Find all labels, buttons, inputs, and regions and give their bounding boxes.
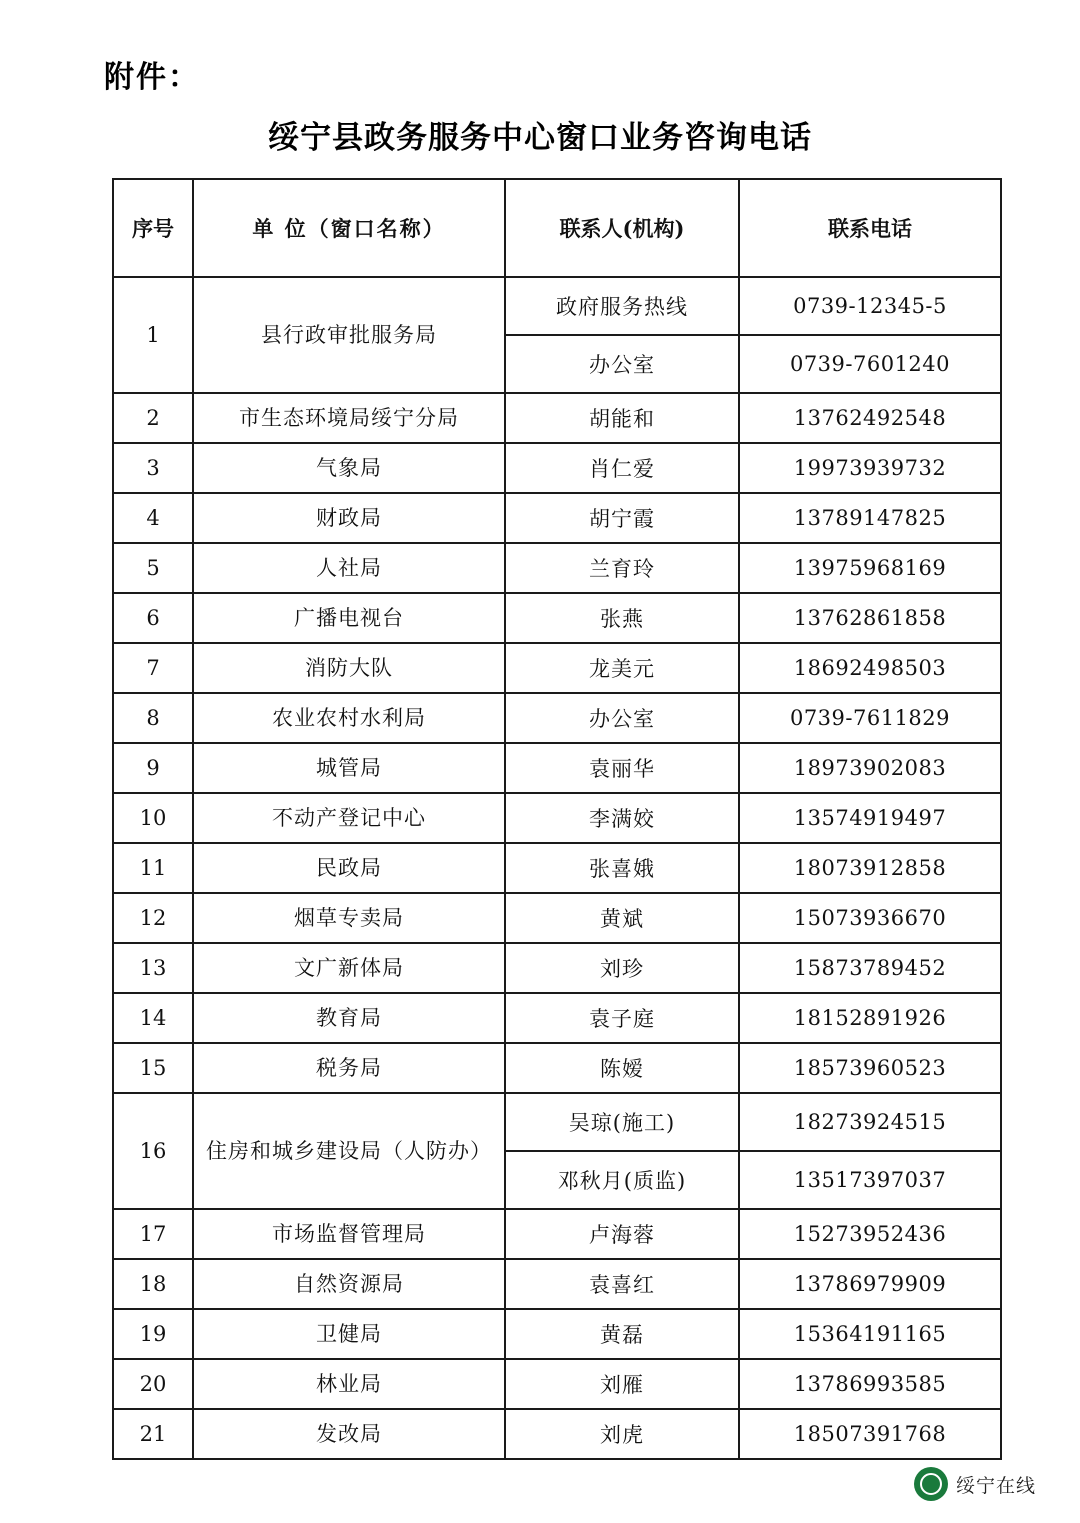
cell-phone: 18152891926 [739, 993, 1001, 1043]
cell-unit: 人社局 [193, 543, 505, 593]
cell-unit: 财政局 [193, 493, 505, 543]
table-row [113, 1209, 1001, 1259]
cell-no: 13 [113, 943, 193, 993]
cell-person: 黄斌 [505, 893, 739, 943]
table-row [113, 643, 1001, 693]
cell-person: 兰育玲 [505, 543, 739, 593]
cell-phone: 18973902083 [739, 743, 1001, 793]
cell-unit: 住房和城乡建设局（人防办） [193, 1093, 505, 1209]
table-row [113, 1043, 1001, 1093]
table-row [113, 277, 1001, 335]
cell-phone: 13789147825 [739, 493, 1001, 543]
cell-unit: 城管局 [193, 743, 505, 793]
table-row [113, 493, 1001, 543]
column-header-person: 联系人(机构) [505, 179, 739, 277]
contact-table [112, 178, 1002, 1460]
cell-unit: 民政局 [193, 843, 505, 893]
cell-no: 4 [113, 493, 193, 543]
cell-phone: 13975968169 [739, 543, 1001, 593]
table-row [113, 1259, 1001, 1309]
cell-unit: 林业局 [193, 1359, 505, 1409]
cell-person: 龙美元 [505, 643, 739, 693]
cell-phone: 15273952436 [739, 1209, 1001, 1259]
cell-person: 卢海蓉 [505, 1209, 739, 1259]
cell-phone: 18507391768 [739, 1409, 1001, 1459]
cell-person: 办公室 [505, 335, 739, 393]
cell-unit: 烟草专卖局 [193, 893, 505, 943]
cell-unit: 县行政审批服务局 [193, 277, 505, 393]
cell-no: 12 [113, 893, 193, 943]
cell-phone: 18273924515 [739, 1093, 1001, 1151]
cell-no: 21 [113, 1409, 193, 1459]
table-row [113, 993, 1001, 1043]
table-row [113, 743, 1001, 793]
cell-person: 吴琼(施工) [505, 1093, 739, 1151]
cell-no: 8 [113, 693, 193, 743]
table-row [113, 1409, 1001, 1459]
cell-unit: 消防大队 [193, 643, 505, 693]
cell-no: 15 [113, 1043, 193, 1093]
cell-phone: 13517397037 [739, 1151, 1001, 1209]
cell-person: 刘雁 [505, 1359, 739, 1409]
cell-no: 9 [113, 743, 193, 793]
cell-person: 邓秋月(质监) [505, 1151, 739, 1209]
table-row [113, 1309, 1001, 1359]
cell-phone: 18073912858 [739, 843, 1001, 893]
table-row [113, 943, 1001, 993]
cell-person: 袁子庭 [505, 993, 739, 1043]
table-row [113, 443, 1001, 493]
cell-no: 16 [113, 1093, 193, 1209]
cell-unit: 教育局 [193, 993, 505, 1043]
cell-no: 7 [113, 643, 193, 693]
cell-unit: 卫健局 [193, 1309, 505, 1359]
cell-phone: 13762492548 [739, 393, 1001, 443]
cell-unit: 市生态环境局绥宁分局 [193, 393, 505, 443]
column-header-phone: 联系电话 [739, 179, 1001, 277]
cell-unit: 自然资源局 [193, 1259, 505, 1309]
table-row [113, 1093, 1001, 1151]
cell-unit: 不动产登记中心 [193, 793, 505, 843]
attachment-label: 附件： [104, 60, 200, 95]
table-row [113, 1359, 1001, 1409]
cell-unit: 农业农村水利局 [193, 693, 505, 743]
badge-label: 绥宁在线 [955, 1474, 1036, 1497]
table-row [113, 543, 1001, 593]
cell-phone: 15364191165 [739, 1309, 1001, 1359]
cell-person: 政府服务热线 [505, 277, 739, 335]
table-row [113, 843, 1001, 893]
column-header-unit: 单 位（窗口名称） [193, 179, 505, 277]
cell-phone: 18573960523 [739, 1043, 1001, 1093]
cell-no: 20 [113, 1359, 193, 1409]
cell-phone: 0739-7601240 [739, 335, 1001, 393]
cell-person: 胡宁霞 [505, 493, 739, 543]
page-title: 绥宁县政务服务中心窗口业务咨询电话 [268, 120, 812, 156]
cell-person: 办公室 [505, 693, 739, 743]
cell-phone: 15073936670 [739, 893, 1001, 943]
wechat-badge-icon [914, 1467, 948, 1501]
cell-person: 袁丽华 [505, 743, 739, 793]
cell-no: 19 [113, 1309, 193, 1359]
cell-phone: 13762861858 [739, 593, 1001, 643]
cell-no: 1 [113, 277, 193, 393]
cell-no: 2 [113, 393, 193, 443]
table-row [113, 893, 1001, 943]
cell-phone: 0739-12345-5 [739, 277, 1001, 335]
cell-no: 14 [113, 993, 193, 1043]
cell-no: 3 [113, 443, 193, 493]
cell-no: 6 [113, 593, 193, 643]
cell-unit: 税务局 [193, 1043, 505, 1093]
cell-phone: 0739-7611829 [739, 693, 1001, 743]
cell-no: 10 [113, 793, 193, 843]
cell-phone: 18692498503 [739, 643, 1001, 693]
table-header [113, 179, 1001, 277]
cell-person: 刘虎 [505, 1409, 739, 1459]
cell-phone: 13574919497 [739, 793, 1001, 843]
cell-person: 张喜娥 [505, 843, 739, 893]
cell-person: 袁喜红 [505, 1259, 739, 1309]
table-row [113, 593, 1001, 643]
cell-person: 刘珍 [505, 943, 739, 993]
cell-phone: 19973939732 [739, 443, 1001, 493]
cell-phone: 13786979909 [739, 1259, 1001, 1309]
cell-person: 胡能和 [505, 393, 739, 443]
watermark-badge [914, 1467, 1036, 1501]
cell-phone: 15873789452 [739, 943, 1001, 993]
cell-unit: 发改局 [193, 1409, 505, 1459]
cell-unit: 气象局 [193, 443, 505, 493]
cell-person: 李满姣 [505, 793, 739, 843]
cell-unit: 市场监督管理局 [193, 1209, 505, 1259]
cell-person: 陈嫒 [505, 1043, 739, 1093]
cell-unit: 广播电视台 [193, 593, 505, 643]
cell-no: 5 [113, 543, 193, 593]
column-header-no: 序号 [113, 179, 193, 277]
cell-no: 18 [113, 1259, 193, 1309]
table-header-row [113, 179, 1001, 277]
table-body [113, 277, 1001, 1459]
cell-person: 张燕 [505, 593, 739, 643]
cell-no: 17 [113, 1209, 193, 1259]
cell-phone: 13786993585 [739, 1359, 1001, 1409]
cell-unit: 文广新体局 [193, 943, 505, 993]
cell-person: 黄磊 [505, 1309, 739, 1359]
cell-no: 11 [113, 843, 193, 893]
table-row [113, 693, 1001, 743]
table-row [113, 393, 1001, 443]
cell-person: 肖仁爱 [505, 443, 739, 493]
table-row [113, 793, 1001, 843]
